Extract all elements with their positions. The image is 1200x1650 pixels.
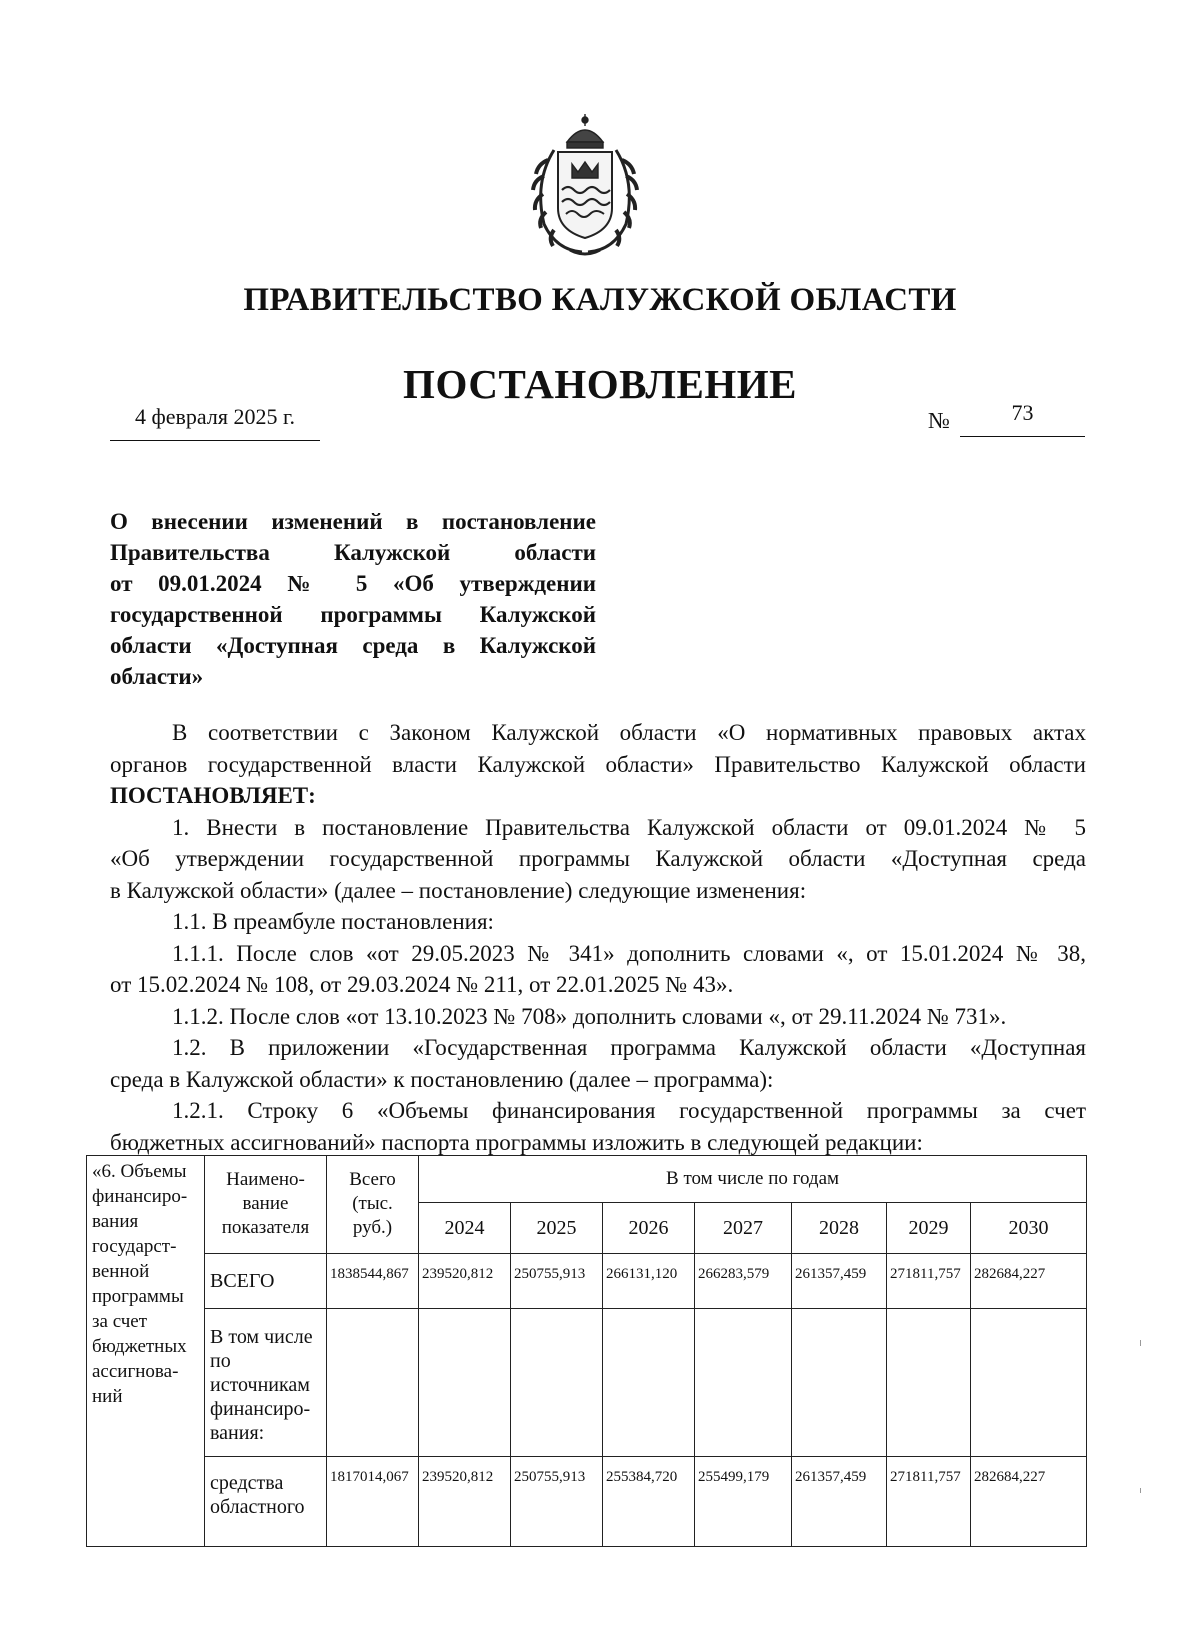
- table-cell: 1838544,867: [327, 1253, 419, 1308]
- table-row: [87, 1457, 1087, 1547]
- table-cell: 1817014,067: [327, 1457, 419, 1547]
- indicator-header: Наимено-вание показателя: [205, 1156, 327, 1254]
- number-underline: [960, 436, 1085, 437]
- scan-mark: [1140, 1340, 1141, 1346]
- subject-line: Правительства Калужской области: [110, 540, 596, 565]
- year-header: 2024: [419, 1202, 511, 1253]
- table-cell: 271811,757: [887, 1457, 971, 1547]
- document-type-title: ПОСТАНОВЛЕНИЕ: [403, 361, 797, 407]
- row-label: средства областного: [205, 1457, 327, 1547]
- table-cell: 271811,757: [887, 1253, 971, 1308]
- table-cell: 239520,812: [419, 1457, 511, 1547]
- row-label: ВСЕГО: [205, 1253, 327, 1308]
- total-header: Всего (тыс. руб.): [327, 1156, 419, 1254]
- document-subject: [110, 506, 596, 692]
- subject-line: области «Доступная среда в Калужской: [110, 633, 596, 658]
- document-number: 73: [1011, 400, 1034, 425]
- document-body: [110, 717, 1086, 1158]
- table-cell: 282684,227: [971, 1457, 1087, 1547]
- year-header: 2026: [603, 1202, 695, 1253]
- body-line: 1.2. В приложении «Государственная программа Калужской области «Доступная: [172, 1035, 1086, 1060]
- table-cell: 282684,227: [971, 1253, 1087, 1308]
- body-line: 1.2.1. Строку 6 «Объемы финансирования государственной программы за счет: [172, 1098, 1086, 1123]
- body-line: в Калужской области» (далее – постановление) следующие изменения:: [110, 877, 807, 903]
- table-cell: 250755,913: [511, 1457, 603, 1547]
- year-header: 2025: [511, 1202, 603, 1253]
- year-header: 2028: [792, 1202, 887, 1253]
- body-line: «Об утверждении государственной программы Калужской области «Доступная среда: [110, 846, 1086, 871]
- year-header: 2027: [695, 1202, 792, 1253]
- body-line: 1.1.1. После слов «от 29.05.2023 № 341» дополнить словами «, от 15.01.2024 № 38,: [172, 940, 1086, 966]
- body-line: 1.1. В преамбуле постановления:: [172, 909, 494, 934]
- coat-of-arms-icon: [520, 112, 650, 260]
- subject-line: государственной программы Калужской: [110, 602, 596, 627]
- table-cell: 250755,913: [511, 1253, 603, 1308]
- table-cell: 261357,459: [792, 1457, 887, 1547]
- table-cell: 261357,459: [792, 1253, 887, 1308]
- table-cell: 255384,720: [603, 1457, 695, 1547]
- resolution-keyword: ПОСТАНОВЛЯЕТ:: [110, 783, 316, 808]
- body-line: В соответствии с Законом Калужской области «О нормативных правовых актах: [172, 720, 1086, 745]
- row-label: В том числе по источникам финансиро-вания:: [205, 1308, 327, 1457]
- scan-mark: [1140, 1488, 1141, 1493]
- body-line: бюджетных ассигнований» паспорта программы изложить в следующей редакции:: [110, 1129, 923, 1155]
- table-row: [87, 1253, 1087, 1308]
- year-header: 2029: [887, 1202, 971, 1253]
- year-header: 2030: [971, 1202, 1087, 1253]
- body-line: 1. Внести в постановление Правительства Калужской области от 09.01.2024 № 5: [172, 814, 1086, 840]
- table-cell: 239520,812: [419, 1253, 511, 1308]
- body-line: органов государственной власти Калужской области» Правительство Калужской области: [110, 751, 1086, 777]
- table-cell: 266283,579: [695, 1253, 792, 1308]
- financing-table: [86, 1155, 1087, 1547]
- subject-line: области»: [110, 664, 204, 689]
- body-line: среда в Калужской области» к постановлению (далее – программа):: [110, 1066, 774, 1092]
- body-line: 1.1.2. После слов «от 13.10.2023 № 708» дополнить словами «, от 29.11.2024 № 731».: [172, 1003, 1007, 1029]
- document-date: 4 февраля 2025 г.: [134, 404, 295, 429]
- table-cell: 255499,179: [695, 1457, 792, 1547]
- number-sign: №: [928, 408, 950, 433]
- subject-line: от 09.01.2024 № 5 «Об утверждении: [110, 571, 596, 596]
- years-header: В том числе по годам: [419, 1156, 1087, 1203]
- body-line: от 15.02.2024 № 108, от 29.03.2024 № 211, от 22.01.2025 № 43».: [110, 972, 734, 997]
- table-row: [87, 1308, 1087, 1457]
- subject-line: О внесении изменений в постановление: [110, 509, 596, 534]
- table-cell: 266131,120: [603, 1253, 695, 1308]
- government-title: ПРАВИТЕЛЬСТВО КАЛУЖСКОЙ ОБЛАСТИ: [243, 282, 957, 318]
- date-underline: [110, 440, 320, 441]
- row-title-cell: «6. Объемы финансиро-вания государст-венной программы за счет бюджетных ассигнова-ний: [87, 1156, 205, 1547]
